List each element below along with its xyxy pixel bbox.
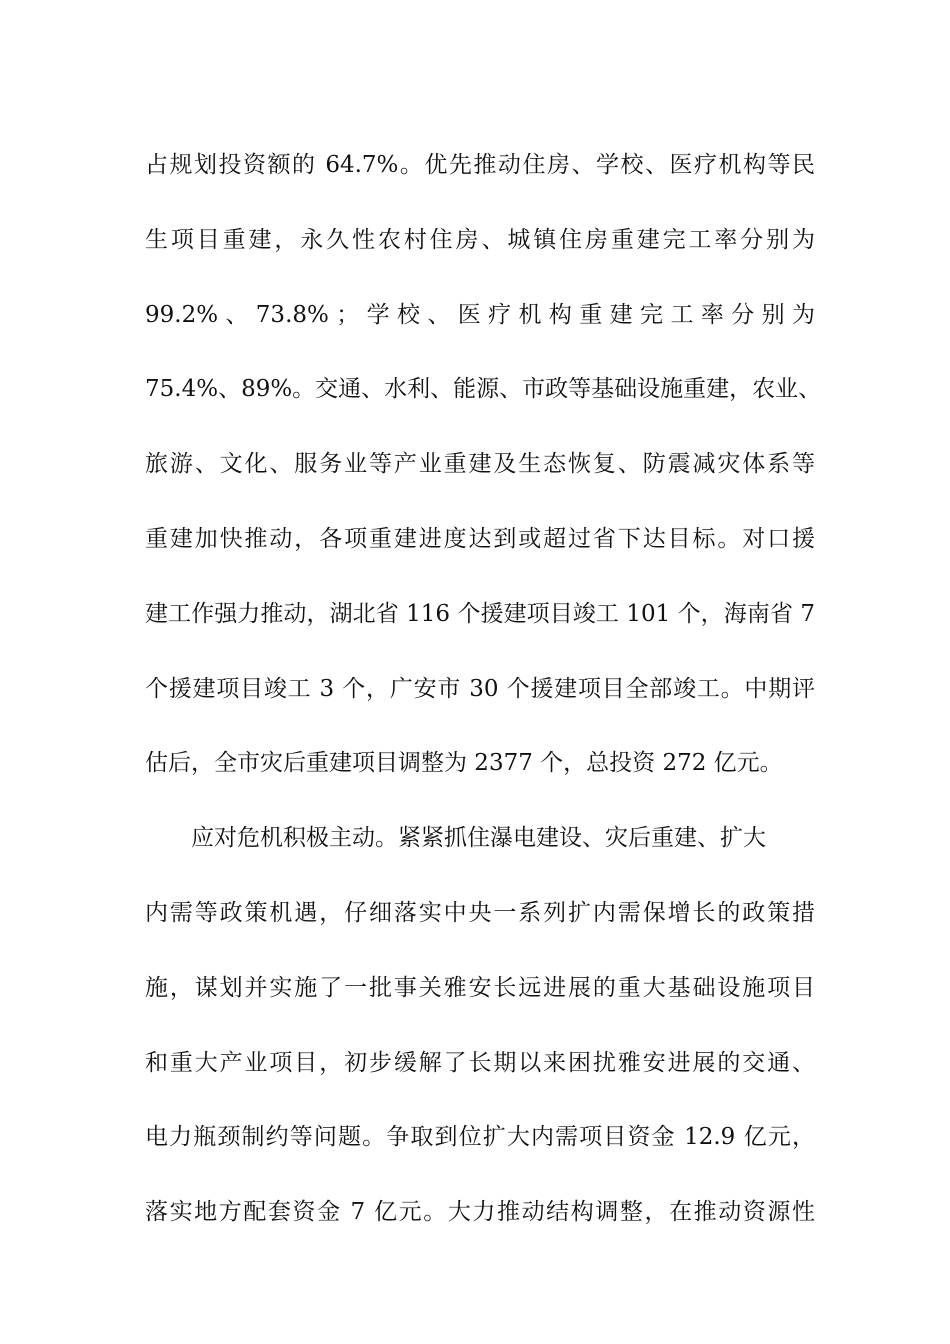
body-text — [145, 128, 822, 1250]
text-line: 和重大产业项目，初步缓解了长期以来困扰雅安进展的交通、 — [145, 1049, 815, 1076]
text-line: 建工作强力推动，湖北省 116 个援建项目竣工 101 个，海南省 7 — [145, 600, 815, 627]
text-line: 旅游、文化、服务业等产业重建及生态恢复、防震减灾体系等 — [145, 451, 815, 478]
text-line: 电力瓶颈制约等问题。争取到位扩大内需项目资金 12.9 亿元， — [145, 1124, 815, 1151]
text-line: 内需等政策机遇，仔细落实中央一系列扩内需保增长的政策措 — [145, 899, 815, 926]
text-line: 占规划投资额的 64.7%。优先推动住房、学校、医疗机构等民 — [145, 152, 815, 178]
paragraph-first-line: 应对危机积极主动。紧紧抓住瀑电建设、灾后重建、扩大 — [191, 825, 766, 852]
text-line: 重建加快推动，各项重建进度达到或超过省下达目标。对口援 — [145, 525, 815, 552]
text-line: 落实地方配套资金 7 亿元。大力推动结构调整，在推动资源性 — [145, 1199, 815, 1226]
text-line: 99.2% 、 73.8% ； 学 校 、 医 疗 机 构 重 建 完 工 率 分 别 为 — [145, 301, 815, 328]
text-line: 个援建项目竣工 3 个，广安市 30 个援建项目全部竣工。中期评 — [145, 675, 815, 702]
text-line: 生项目重建，永久性农村住房、城镇住房重建完工率分别为 — [145, 226, 815, 253]
text-line: 施，谋划并实施了一批事关雅安长远进展的重大基础设施项目 — [145, 974, 815, 1001]
text-line: 75.4%、89%。交通、水利、能源、市政等基础设施重建，农业、 — [145, 376, 822, 403]
text-line: 估后，全市灾后重建项目调整为 2377 个，总投资 272 亿元。 — [145, 750, 783, 777]
